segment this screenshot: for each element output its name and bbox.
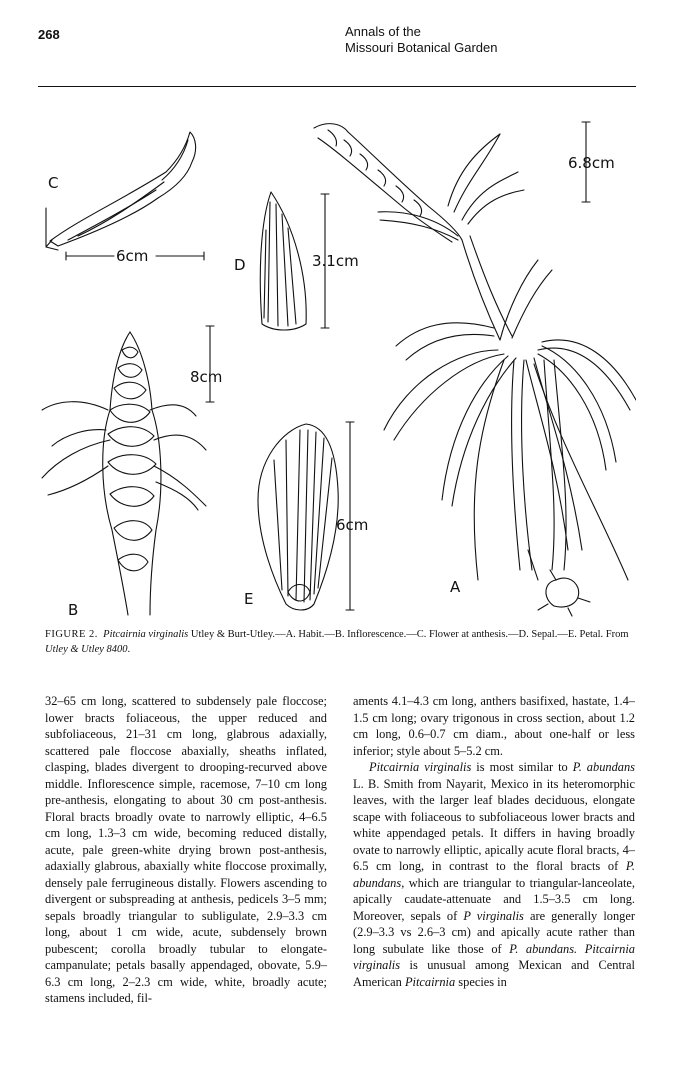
caption-collection: Utley & Utley 8400 <box>45 643 128 655</box>
page-number: 268 <box>38 27 60 42</box>
species-name: P virginalis <box>463 908 524 923</box>
journal-title <box>345 24 497 56</box>
genus-name: Pitcairnia <box>404 974 456 989</box>
text-run: L. B. Smith from Nayarit, Mexico in its heteromorphic leaves, with the larger leaf blades deciduous, elongate scape with foliaceous to subfoliaceous lower bracts and white appendaged petals. It differs in having broadly ovate to narrowly elliptic, apically acute floral bracts, 4–6.5 cm long, in contrast to the floral bracts of <box>353 776 635 873</box>
text-column-left <box>45 693 327 1007</box>
text-run: are generally longer (2.9–3.3 vs 2.6–3 cm) and apically acute rather than long subulate like those of <box>353 908 636 956</box>
species-name: Pitcairnia virginalis <box>353 941 635 972</box>
caption-end: . <box>127 643 131 655</box>
journal-title-line1: Annals of the <box>345 24 421 39</box>
label-b: B <box>68 601 79 619</box>
scale-petal: 6cm <box>336 516 369 534</box>
species-name: P. abundans, <box>353 859 635 890</box>
species-name: Pitcairnia virginalis <box>369 760 472 774</box>
habit-drawing-a <box>314 122 636 616</box>
paragraph-description: 32–65 cm long, scattered to subdensely pale floccose; lower bracts foliaceous, the upper reduced and subfoliaceous, 21–31 cm long, glabrous adaxially, scattered pale floccose abaxially, sheaths inflated, clasping, blades divergent to drooping-recurved above middle. Inflorescence simple, racemose, 7–10 cm long pre-anthesis, elongating to about 30 cm post-anthesis. Floral bracts broadly ovate to narrowly elliptic, 4–6.5 cm long, 1.3–3 cm wide, becoming reduced distally, acute, pale green-white drying brown post-anthesis, adaxially glabrous, abaxially white floccose proximally, densely pale ferrugineous distally. Flowers ascending to divergent or subspreading at anthesis, pedicels 3–5 mm; sepals broadly triangular to subligulate, 2.9–3.3 cm long, about 1 cm wide, acute, subdensely brown pubescent; corolla broadly tubular to elongate-campanulate; petals basally appendaged, obovate, 5.9–6.3 cm long, 2–2.3 cm wide, white, broadly acute; stamens included, fil- <box>45 694 327 1005</box>
caption-authors: Utley & Burt-Utley. <box>190 629 276 640</box>
label-e: E <box>244 590 254 608</box>
text-run: species in <box>455 974 507 989</box>
label-a: A <box>450 578 461 596</box>
caption-figure-label: FIGURE 2. <box>45 629 98 640</box>
scale-flower: 6cm <box>116 247 149 265</box>
caption-species: Pitcairnia virginalis <box>103 629 189 640</box>
paragraph-comparison <box>353 759 635 990</box>
flower-drawing-c <box>46 132 204 260</box>
label-c: C <box>48 174 59 192</box>
text-run: is most similar to <box>471 760 573 774</box>
label-d: D <box>234 256 246 274</box>
text-run: is unusual among Mexican and Central American <box>353 958 635 989</box>
caption-parts: —A. Habit.—B. Inflorescence.—C. Flower at anthesis.—D. Sepal.—E. Petal. From <box>275 629 629 640</box>
scale-habit: 6.8cm <box>568 154 615 172</box>
scale-inflorescence: 8cm <box>190 368 223 386</box>
text-run <box>577 942 585 956</box>
figure-caption <box>45 628 635 657</box>
header-rule <box>38 86 636 87</box>
scale-sepal: 3.1cm <box>312 252 359 270</box>
paragraph-description-cont: aments 4.1–4.3 cm long, anthers basifixed, hastate, 1.4–1.5 cm long; ovary trigonous in cross section, about 1.2 cm long, 0.6–0.7 cm diam., about one-half or less inferior; style about 5–5.2 cm. <box>353 694 635 758</box>
species-name: P. abundans. <box>509 941 578 956</box>
inflorescence-drawing-b <box>42 326 214 615</box>
species-name: P. abundans <box>572 760 635 774</box>
text-run: which are triangular to triangular-lanceolate, apically caudate-attenuate and 1.5–3.5 cm long. Moreover, sepals of <box>353 875 635 923</box>
text-column-right <box>353 693 635 990</box>
botanical-plate <box>38 110 636 622</box>
journal-title-line2: Missouri Botanical Garden <box>345 40 498 55</box>
